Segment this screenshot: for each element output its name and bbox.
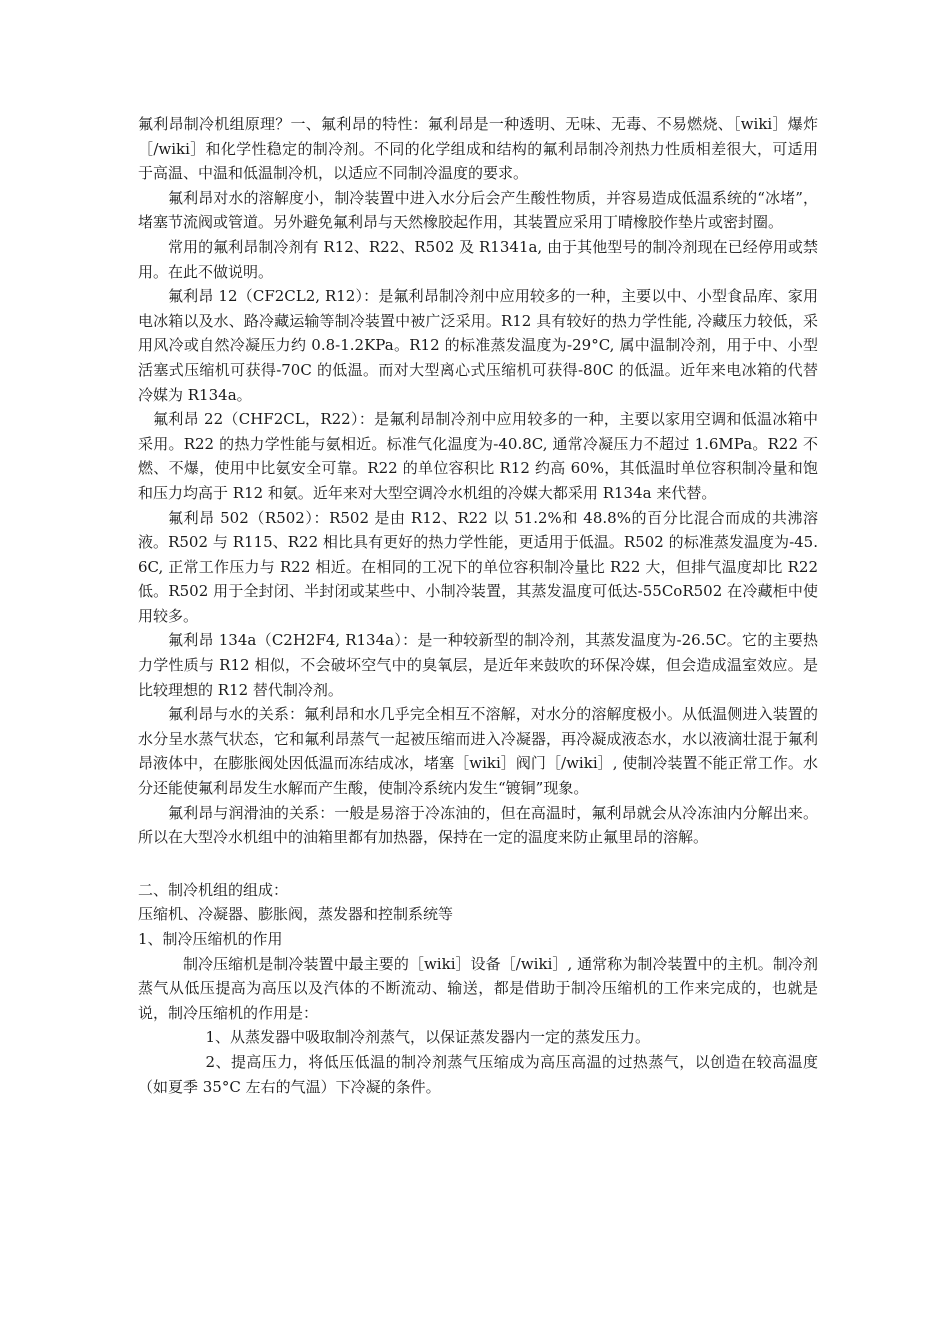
paragraph-r502: 氟利昂 502（R502）：R502 是由 R12、R22 以 51.2%和 48.8%的百分比混合而成的共沸溶液。R502 与 R115、R22 相比具有更好的热力学性能，更适用于低温。R502 的标准蒸发温度为-45.6C, 正常工作压力与 R22 相近。在相同的工况下的单位容积制冷量比 R22 大，但排气温度却比 R22 低。R502 用于全封闭、半封闭或某些中、小制冷装置，其蒸发温度可低达-55CoR502 在冷藏柜中使用较多。 bbox=[138, 508, 818, 625]
document-page bbox=[138, 112, 818, 1099]
paragraph-water-relation: 氟利昂与水的关系：氟利昂和水几乎完全相互不溶解，对水分的溶解度极小。从低温侧进入装置的水分呈水蒸气状态，它和氟利昂蒸气一起被压缩而进入冷凝器，再冷凝成液态水，水以液滴壮混于氟利昂液体中，在膨胀阀处因低温而冻结成冰，堵塞［wiki］阀门［/wiki］, 使制冷装置不能正常工作。水分还能使氟利昂发生水解而产生酸，使制冷系统内发生“镀铜”现象。 bbox=[138, 705, 818, 798]
spacer bbox=[138, 850, 818, 872]
components-list: 压缩机、冷凝器、膨胀阀，蒸发器和控制系统等 bbox=[138, 905, 454, 924]
paragraph-oil-relation: 氟利昂与润滑油的关系：一般是易溶于冷冻油的，但在高温时，氟利昂就会从冷冻油内分解出来。所以在大型冷水机组中的油箱里都有加热器，保持在一定的温度来防止氟里昂的溶解。 bbox=[138, 803, 818, 847]
paragraph-r134a: 氟利昂 134a（C2H2F4, R134a）：是一种较新型的制冷剂，其蒸发温度为-26.5C。它的主要热力学性质与 R12 相似，不会破坏空气中的臭氧层，是近年来鼓吹的环保冷媒，但会造成温室效应。是比较理想的 R12 替代制冷剂。 bbox=[138, 631, 818, 699]
paragraph-common-refrigerants: 常用的氟利昂制冷剂有 R12、R22、R502 及 R1341a, 由于其他型号的制冷剂现在已经停用或禁用。在此不做说明。 bbox=[138, 237, 818, 281]
paragraph-water-solubility: 氟利昂对水的溶解度小，制冷装置中进入水分后会产生酸性物质，并容易造成低温系统的“冰堵”，堵塞节流阀或管道。另外避免氟利昂与天然橡胶起作用，其装置应采用丁晴橡胶作垫片或密封圈。 bbox=[138, 188, 818, 232]
paragraph-compressor-intro: 制冷压缩机是制冷装置中最主要的［wiki］设备［/wiki］, 通常称为制冷装置中的主机。制冷剂蒸气从低压提高为高压以及汽体的不断流动、输送，都是借助于制冷压缩机的工作来完成的，也就是说，制冷压缩机的作用是： bbox=[138, 954, 818, 1022]
subsection-title: 1、制冷压缩机的作用 bbox=[138, 930, 283, 948]
paragraph-intro: 氟利昂制冷机组原理？一、氟利昂的特性：氟利昂是一种透明、无味、无毒、不易燃烧、［wiki］爆炸［/wiki］和化学性稳定的制冷剂。不同的化学组成和结构的氟利昂制冷剂热力性质相差很大，可适用于高温、中温和低温制冷机，以适应不同制冷温度的要求。 bbox=[138, 115, 818, 183]
section-title: 二、制冷机组的组成： bbox=[138, 880, 289, 899]
paragraph-r12: 氟利昂 12（CF2CL2, R12）：是氟利昂制冷剂中应用较多的一种，主要以中、小型食品库、家用电冰箱以及水、路冷藏运输等制冷装置中被广泛采用。R12 具有较好的热力学性能, 冷藏压力较低，采用风冷或自然冷凝压力约 0.8-1.2KPa。R12 的标准蒸发温度为-29°C, 属中温制冷剂，用于中、小型活塞式压缩机可获得-70C 的低温。而对大型离心式压缩机可获得-80C 的低温。近年来电冰箱的代替冷媒为 R134a。 bbox=[138, 287, 818, 404]
compressor-function-1: 1、从蒸发器中吸取制冷剂蒸气，以保证蒸发器内一定的蒸发压力。 bbox=[205, 1028, 651, 1047]
compressor-function-2: 2、提高压力，将低压低温的制冷剂蒸气压缩成为高压高温的过热蒸气，以创造在较高温度（如夏季 35°C 左右的气温）下冷凝的条件。 bbox=[138, 1052, 818, 1096]
paragraph-r22: 氟利昂 22（CHF2CL，R22）：是氟利昂制冷剂中应用较多的一种，主要以家用空调和低温冰箱中采用。R22 的热力学性能与氨相近。标准气化温度为-40.8C, 通常冷凝压力不超过 1.6MPa。R22 不燃、不爆，使用中比氨安全可靠。R22 的单位容积比 R12 约高 60%，其低温时单位容积制冷量和饱和压力均高于 R12 和氨。近年来对大型空调冷水机组的冷媒大都采用 R134a 来代替。 bbox=[138, 410, 818, 502]
